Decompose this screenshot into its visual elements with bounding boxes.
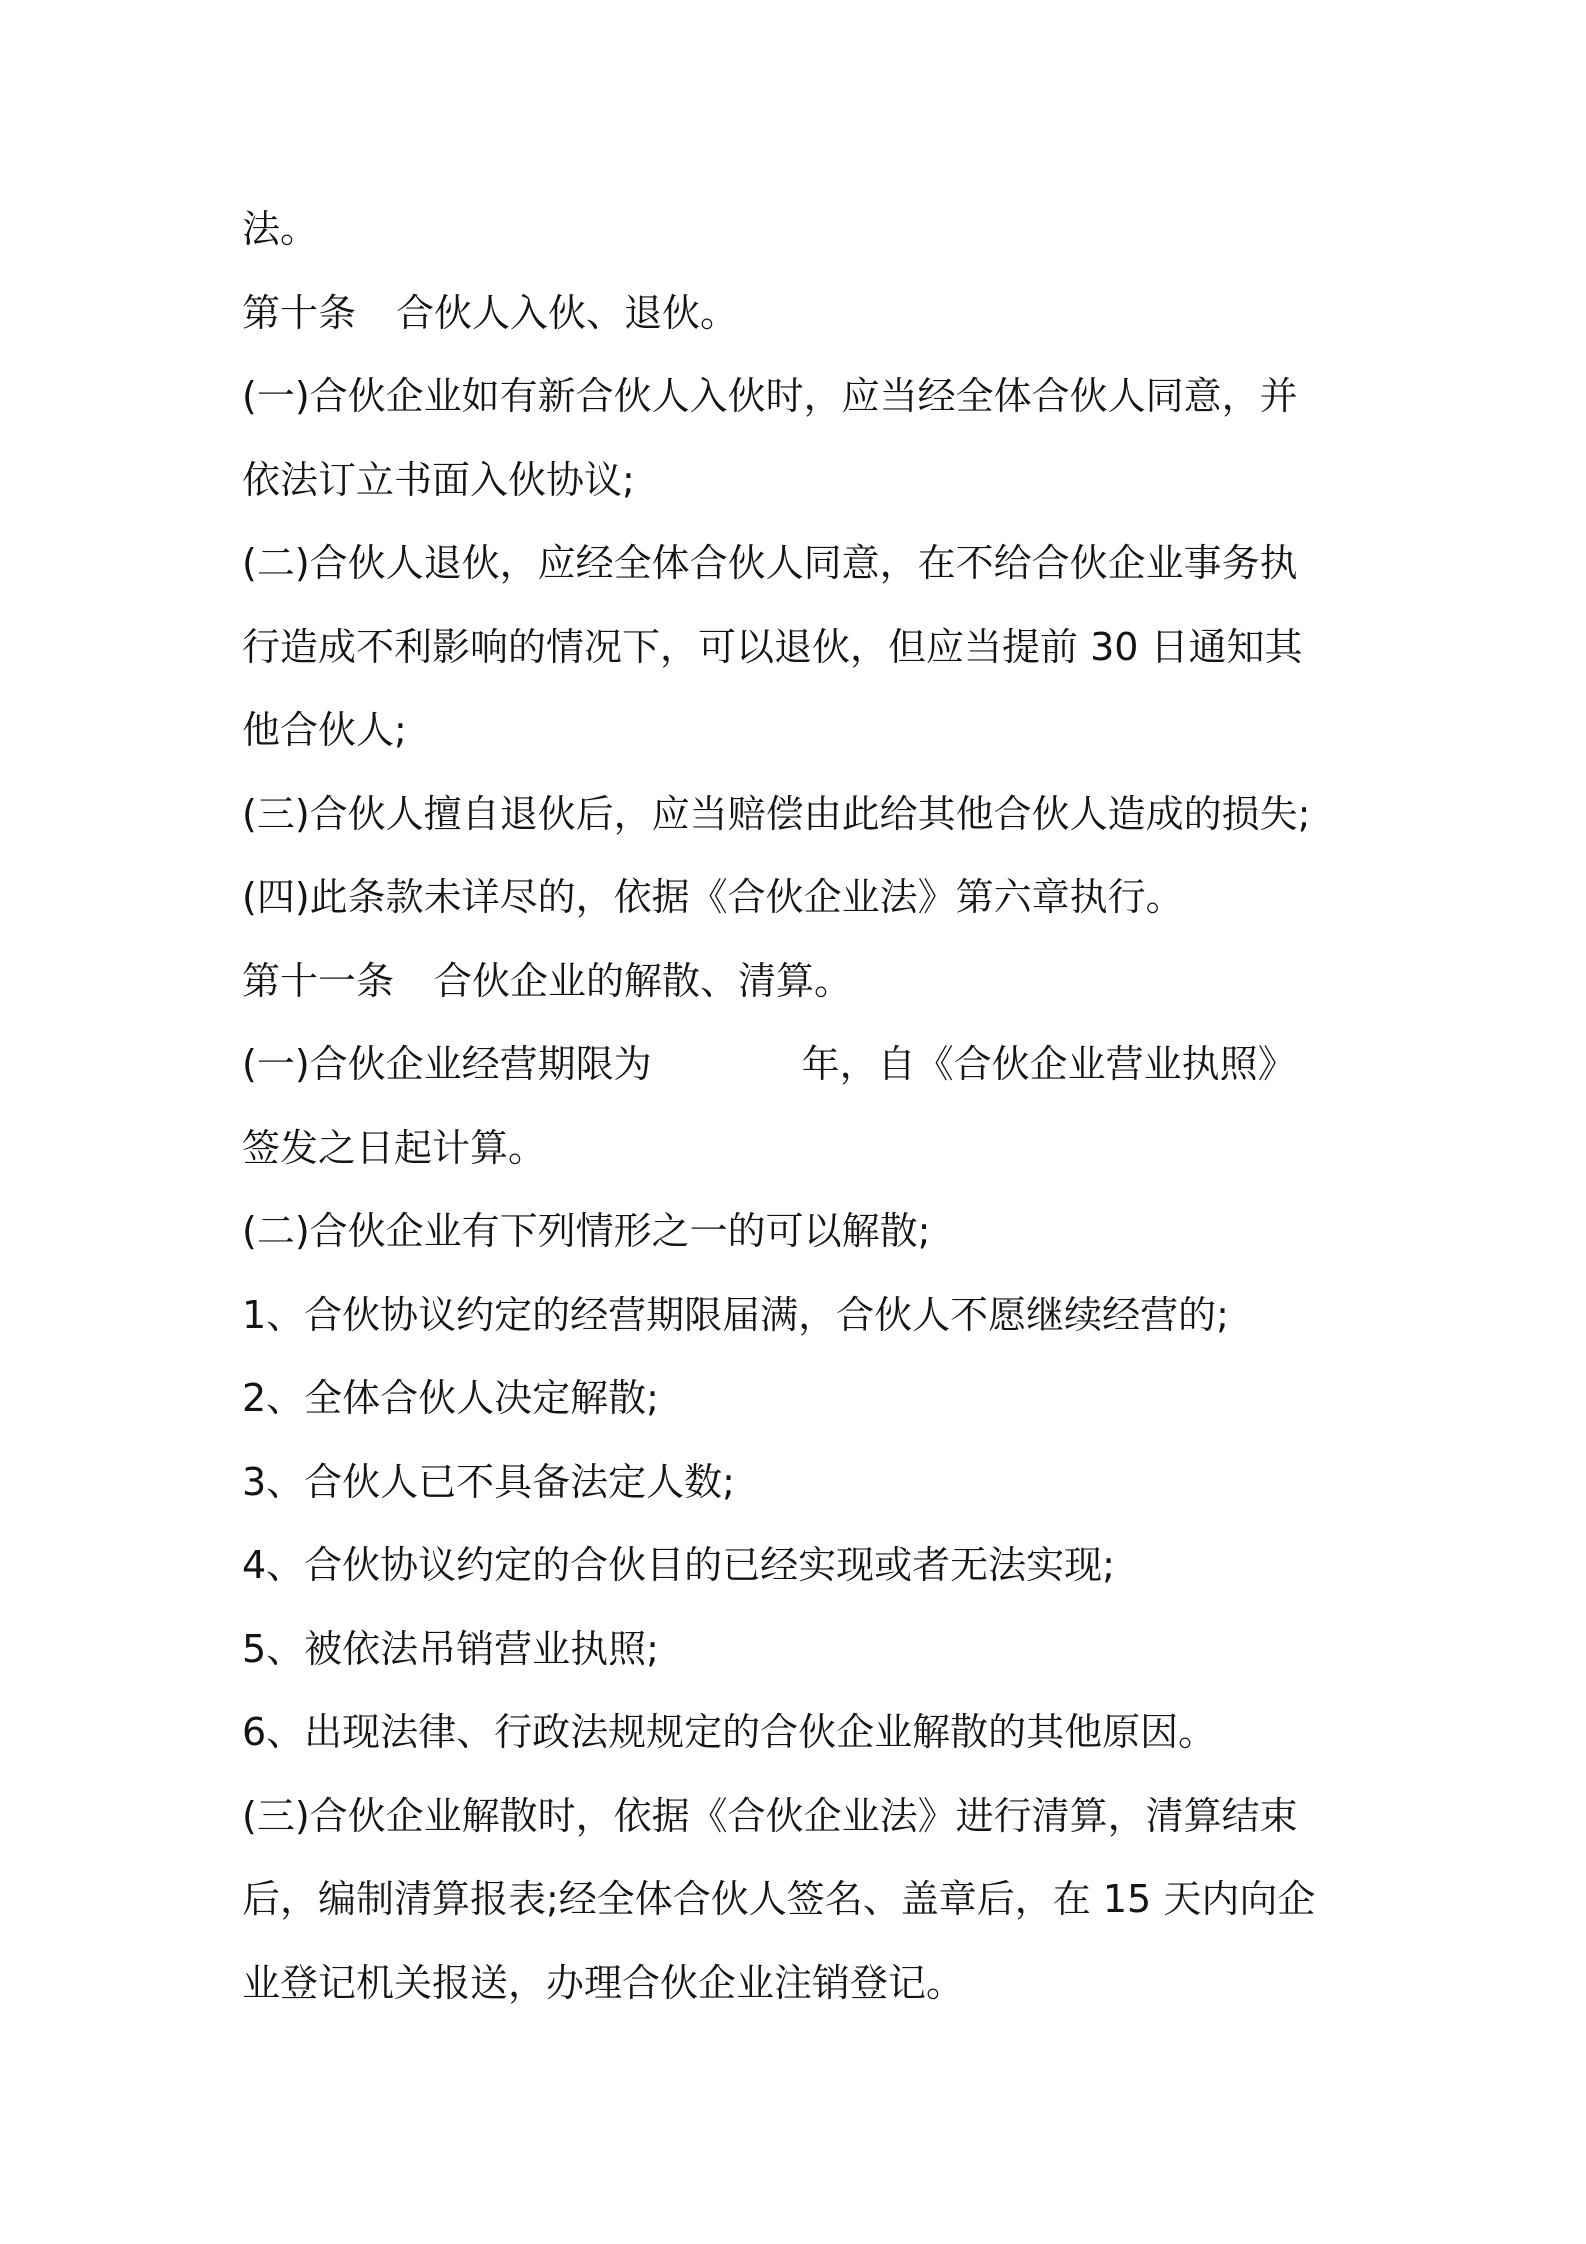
article-heading-11 — [242, 940, 1362, 1024]
text-line — [242, 439, 1362, 523]
text-line — [242, 1023, 1362, 1107]
list-item-text: 4、合伙协议约定的合伙目的已经实现或者无法实现; — [242, 1543, 1115, 1587]
text-line — [242, 606, 1362, 690]
clause-text: 行造成不利影响的情况下，可以退伙，但应当提前 30 日通知其 — [242, 624, 1303, 669]
list-item-text: 6、出现法律、行政法规规定的合伙企业解散的其他原因。 — [242, 1710, 1217, 1754]
article-number: 第十条 — [242, 290, 357, 335]
article-number: 第十一条 — [242, 958, 395, 1003]
clause-text: (一)合伙企业如有新合伙人入伙时，应当经全体合伙人同意，并 — [242, 374, 1298, 418]
text-line — [242, 522, 1362, 606]
text-line — [242, 188, 1362, 272]
clause-text: (一)合伙企业经营期限为 — [242, 1042, 652, 1086]
clause-text: 后，编制清算报表;经全体合伙人签名、盖章后，在 15 天内向企 — [242, 1877, 1316, 1921]
text-line — [242, 773, 1362, 857]
clause-text: 依法订立书面入伙协议; — [242, 457, 635, 502]
paragraph-end-fragment: 法。 — [242, 207, 319, 251]
clause-text: 签发之日起计算。 — [242, 1125, 547, 1170]
text-line — [242, 1190, 1362, 1274]
clause-text: (三)合伙人擅自退伙后，应当赔偿由此给其他合伙人造成的损失; — [242, 791, 1311, 836]
clause-text: (二)合伙人退伙，应经全体合伙人同意，在不给合伙企业事务执 — [242, 541, 1298, 585]
list-item — [242, 1691, 1362, 1775]
text-line — [242, 1775, 1362, 1859]
clause-text: 业登记机关报送，办理合伙企业注销登记。 — [242, 1960, 965, 2005]
clause-text: (四)此条款未详尽的，依据《合伙企业法》第六章执行。 — [242, 875, 1184, 919]
list-item-text: 3、合伙人已不具备法定人数; — [242, 1459, 735, 1504]
document-body — [242, 188, 1362, 2025]
clause-text: (二)合伙企业有下列情形之一的可以解散; — [242, 1209, 931, 1253]
list-item-text: 2、全体合伙人决定解散; — [242, 1376, 659, 1420]
text-line — [242, 856, 1362, 940]
list-item — [242, 1524, 1362, 1608]
text-line — [242, 355, 1362, 439]
article-heading-10 — [242, 272, 1362, 356]
list-item — [242, 1608, 1362, 1692]
clause-text: 年，自《合伙企业营业执照》 — [801, 1042, 1296, 1086]
text-line — [242, 1858, 1362, 1942]
article-title: 合伙人入伙、退伙。 — [396, 290, 739, 335]
list-item — [242, 1274, 1362, 1358]
list-item — [242, 1441, 1362, 1525]
list-item-text: 5、被依法吊销营业执照; — [242, 1626, 659, 1671]
list-item — [242, 1357, 1362, 1441]
text-line — [242, 1942, 1362, 2026]
clause-text: 他合伙人; — [242, 708, 407, 752]
clause-text: (三)合伙企业解散时，依据《合伙企业法》进行清算，清算结束 — [242, 1793, 1298, 1838]
text-line — [242, 689, 1362, 773]
article-title: 合伙企业的解散、清算。 — [434, 958, 853, 1003]
list-item-text: 1、合伙协议约定的经营期限届满，合伙人不愿继续经营的; — [242, 1292, 1229, 1337]
text-line — [242, 1107, 1362, 1191]
